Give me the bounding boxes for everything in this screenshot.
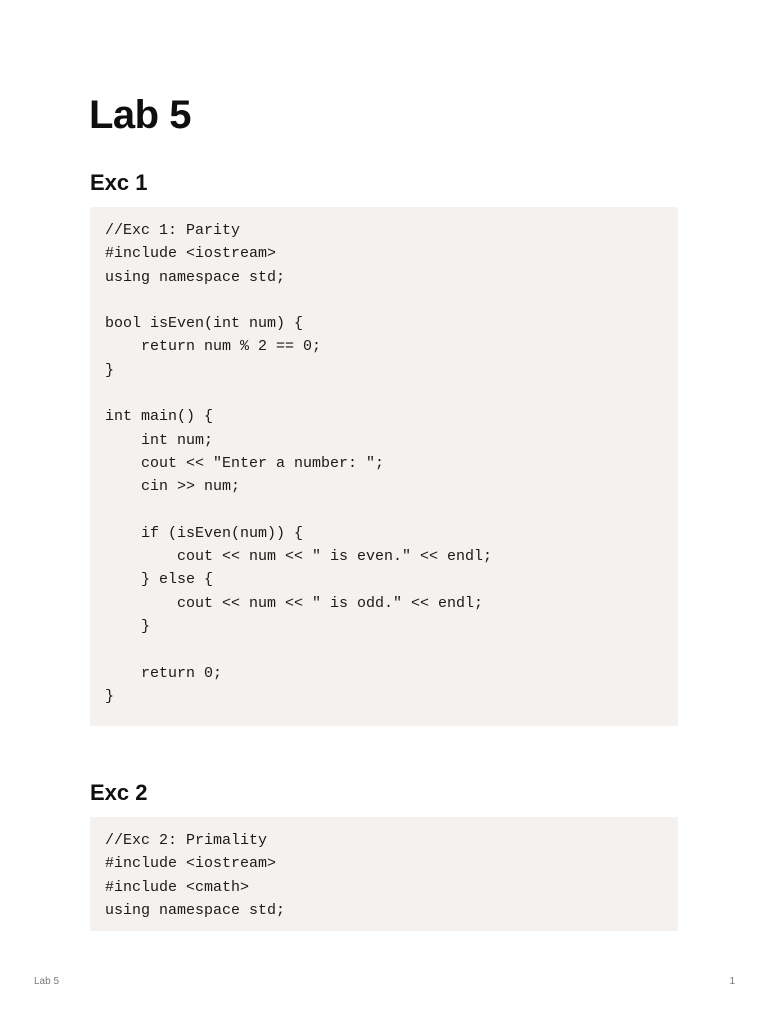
code-block-exc-1 — [90, 207, 678, 726]
section-heading-exc-1: Exc 1 — [90, 170, 148, 195]
code-text-exc-2: //Exc 2: Primality #include <iostream> #include <cmath> using namespace std; — [105, 832, 286, 919]
page-number: 1 — [729, 976, 735, 987]
footer-label: Lab 5 — [34, 976, 60, 987]
code-text-exc-1: //Exc 1: Parity #include <iostream> using namespace std; bool isEven(int num) { return num % 2 == 0; } int main() { int num; cout << "Enter a number: "; cin >> num; if (isEven(num)) { cout << num << " is even." << endl; } else { cout << num << " is odd." << endl; } return 0; } — [105, 222, 493, 705]
code-block-exc-2 — [90, 817, 678, 931]
page-title: Lab 5 — [89, 93, 191, 137]
section-heading-exc-2: Exc 2 — [90, 780, 148, 805]
